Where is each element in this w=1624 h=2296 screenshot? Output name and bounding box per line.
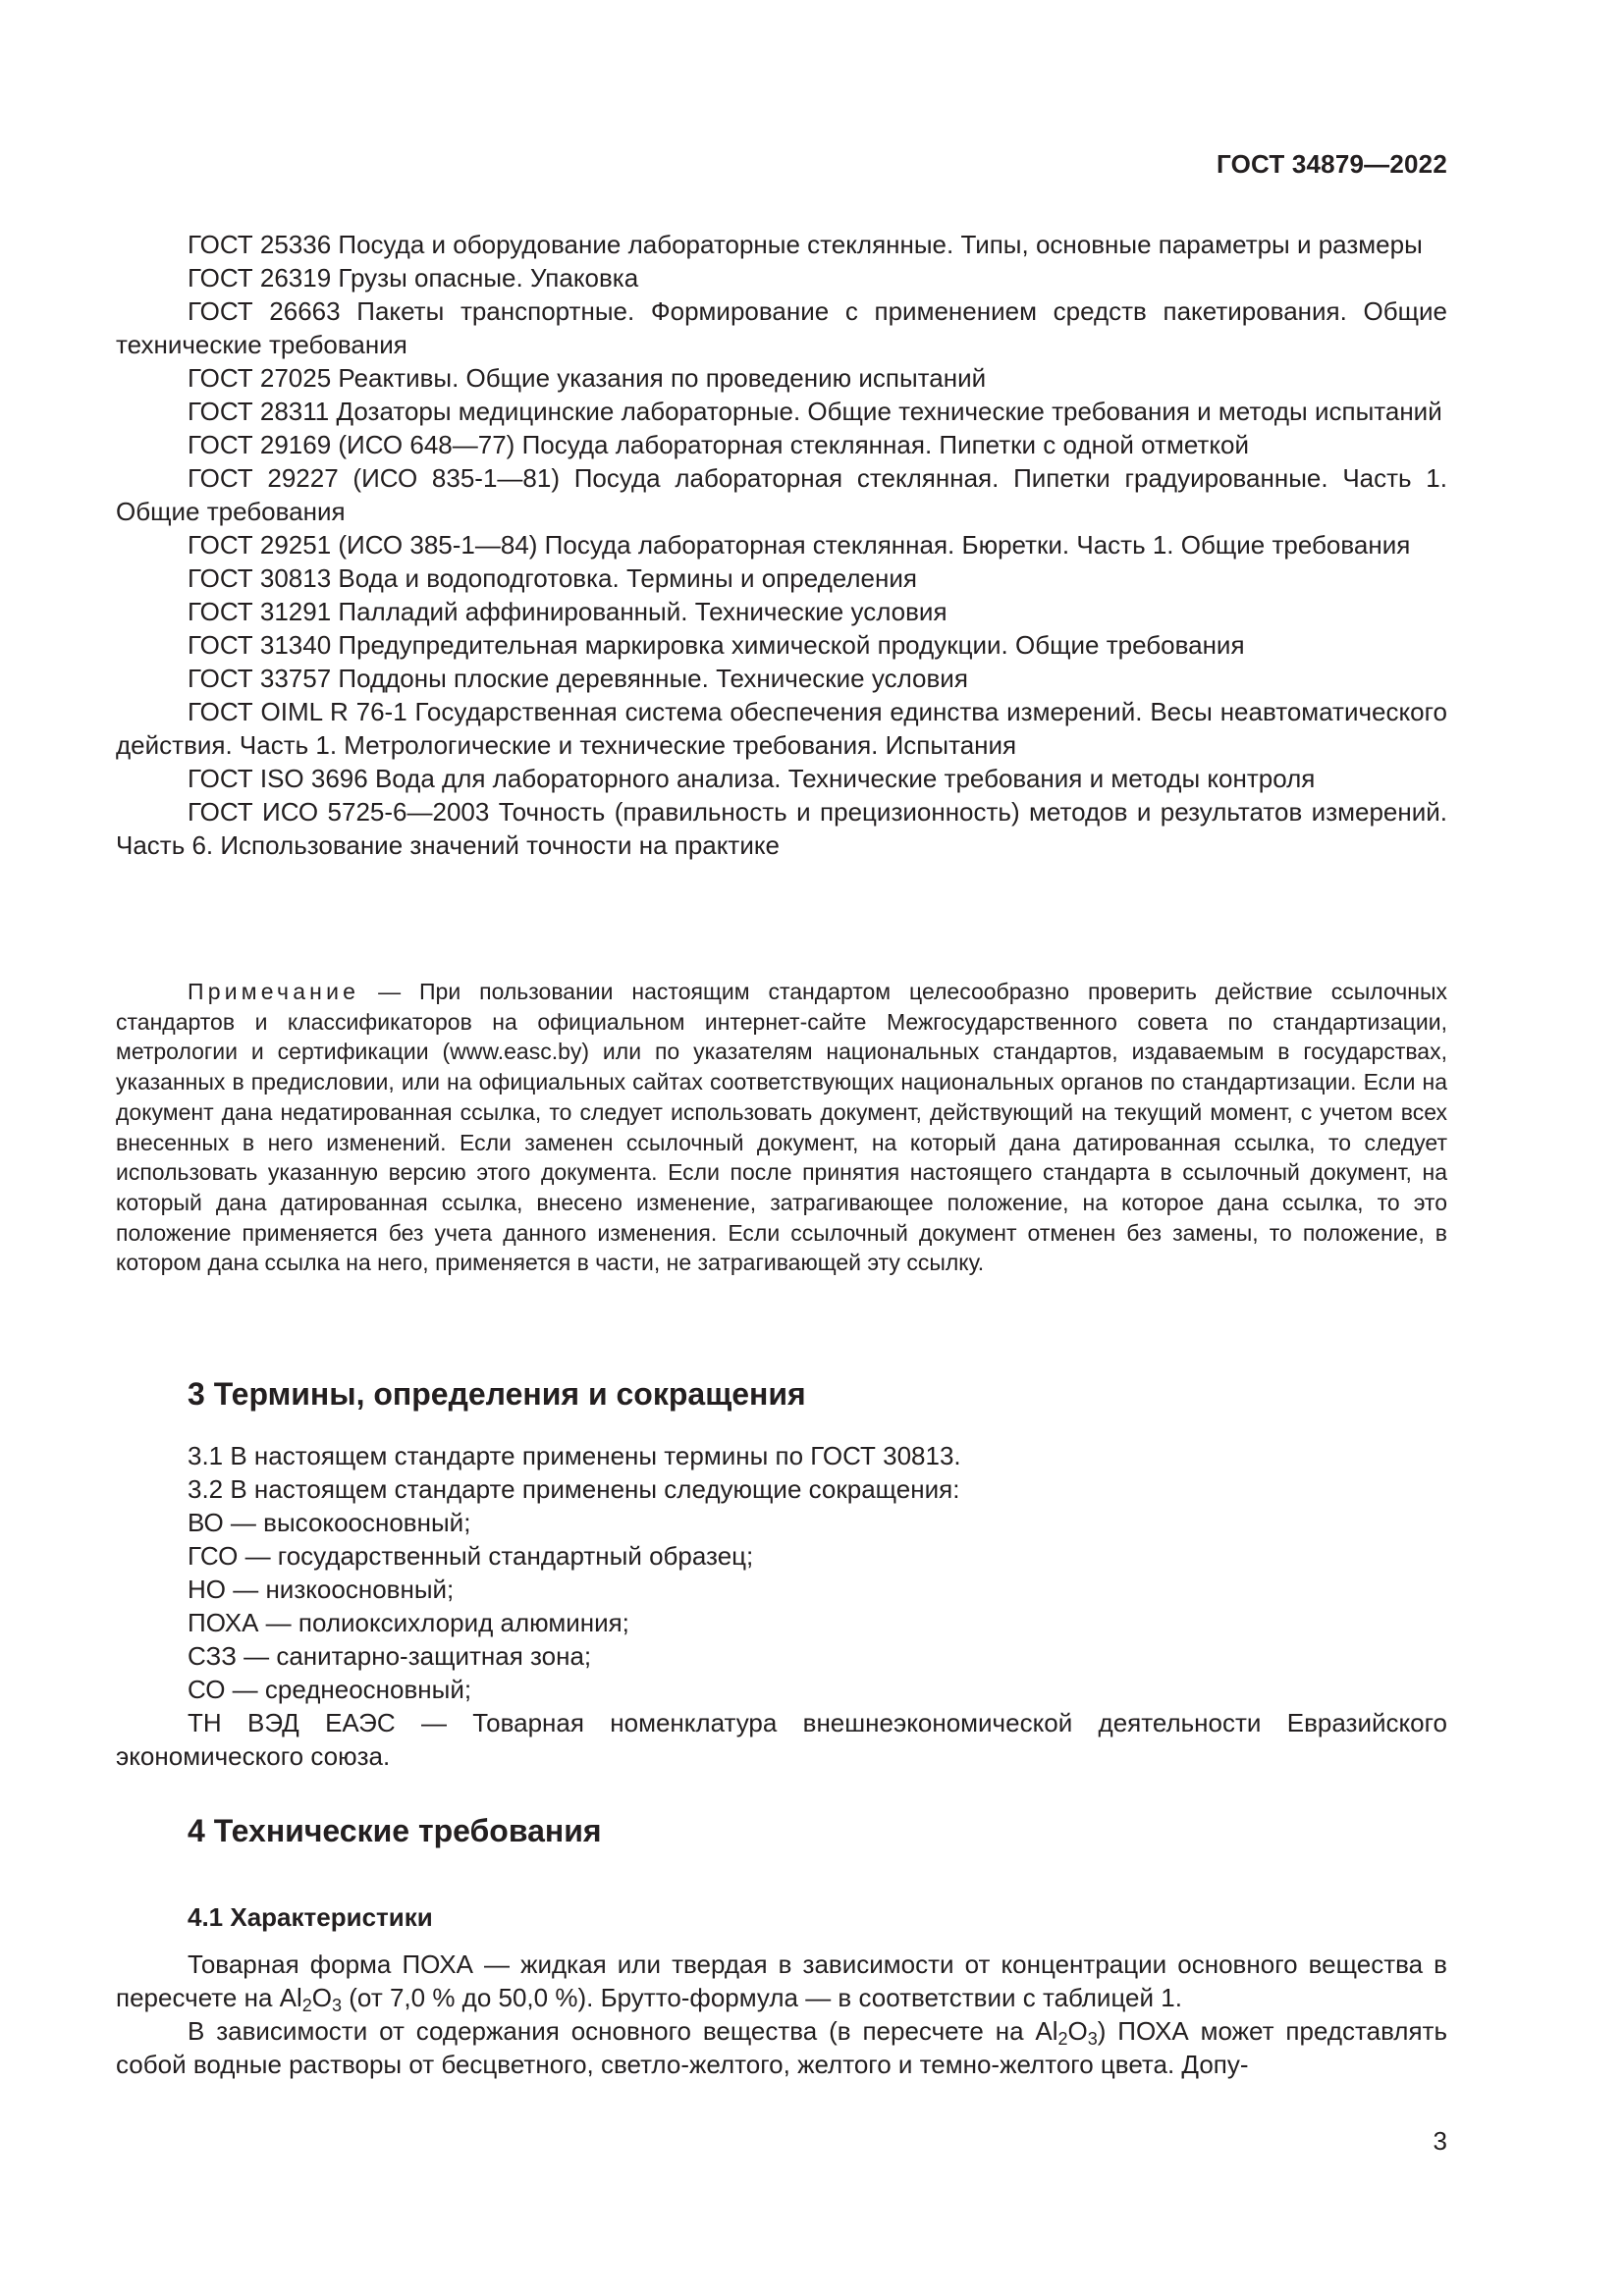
reference-item: ГОСТ OIML R 76-1 Государственная система обеспечения единства измерений. Весы неавтоматического действия. Часть 1. Метрологические и технические требования. Испытания [116,697,1447,760]
paragraph: В зависимости от содержания основного вещества (в пересчете на $Al_2O_3$) ПОХА может представлять собой водные растворы от бесцветного, светло-желтого, желтого и темно-желтого цвета. Допу- [116,2016,1447,2079]
reference-item: ГОСТ 31340 Предупредительная маркировка химической продукции. Общие требования [188,630,1245,660]
reference-item: ГОСТ ИСО 5725-6—2003 Точность (правильность и прецизионность) методов и результатов измерений. Часть 6. Использование значений точности на практике [116,797,1447,860]
paragraph: Товарная форма ПОХА — жидкая или твердая в зависимости от концентрации основного вещества в пересчете на $Al_2O_3$ (от 7,0 % до 50,0 %). Брутто-формула — в соответствии с таблицей 1. [116,1949,1447,2015]
subsection-4-1-heading: 4.1 Характеристики [188,1902,433,1932]
note-paragraph [116,977,1447,1278]
abbreviation-item: СО — среднеосновный; [188,1675,472,1704]
abbreviation-item: ВО — высокоосновный; [188,1508,471,1537]
reference-item: ГОСТ 33757 Поддоны плоские деревянные. Технические условия [188,664,968,693]
note-label: Примечание [188,979,360,1004]
subsection-4-1-body [116,1948,1447,2081]
document-header: ГОСТ 34879—2022 [1217,149,1447,179]
normative-references-list [116,228,1447,862]
reference-item: ГОСТ 26663 Пакеты транспортные. Формирование с применением средств пакетирования. Общие технические требования [116,296,1447,359]
reference-item: ГОСТ 28311 Дозаторы медицинские лабораторные. Общие технические требования и методы испытаний [188,397,1442,426]
section-3-heading: 3 Термины, определения и сокращения [188,1376,806,1412]
section-3-body [116,1439,1447,1773]
section-4-heading: 4 Технические требования [188,1813,602,1848]
abbreviation-item: ПОХА — полиоксихлорид алюминия; [188,1608,629,1637]
reference-item: ГОСТ 31291 Палладий аффинированный. Технические условия [188,597,947,626]
reference-item: ГОСТ 29227 (ИСО 835-1—81) Посуда лабораторная стеклянная. Пипетки градуированные. Часть 1. Общие требования [116,463,1447,526]
note-text: — При пользовании настоящим стандартом целесообразно проверить действие ссылочных стандартов и классификаторов на официальном интернет-сайте Межгосударственного совета по стандартизации, метрологии и сертификации (www.easc.by) или по указателям национальных стандартов, издаваемым в государствах, указанных в предисловии, или на официальных сайтах соответствующих национальных органов по стандартизации. Если на документ дана недатированная ссылка, то следует использовать документ, действующий на текущий момент, с учетом всех внесенных в него изменений. Если заменен ссылочный документ, на который дана датированная ссылка, то следует использовать указанную версию этого документа. Если после принятия настоящего стандарта в ссылочный документ, на который дана датированная ссылка, внесено изменение, затрагивающее положение, на которое дана ссылка, то это положение применяется без учета данного изменения. Если ссылочный документ отменен без замены, то положение, в котором дана ссылка на него, применяется в части, не затрагивающей эту ссылку. [116,979,1447,1276]
reference-item: ГОСТ 29251 (ИСО 385-1—84) Посуда лабораторная стеклянная. Бюретки. Часть 1. Общие требования [188,530,1411,560]
abbreviation-item: ТН ВЭД ЕАЭС — Товарная номенклатура внешнеэкономической деятельности Евразийского экономического союза. [116,1708,1447,1771]
reference-item: ГОСТ 27025 Реактивы. Общие указания по проведению испытаний [188,363,987,393]
reference-item: ГОСТ 29169 (ИСО 648—77) Посуда лабораторная стеклянная. Пипетки с одной отметкой [188,430,1249,459]
abbreviation-item: ГСО — государственный стандартный образец; [188,1541,754,1571]
reference-item: ГОСТ 30813 Вода и водоподготовка. Термины и определения [188,563,917,593]
reference-item: ГОСТ 25336 Посуда и оборудование лабораторные стеклянные. Типы, основные параметры и размеры [188,230,1423,259]
reference-item: ГОСТ 26319 Грузы опасные. Упаковка [188,263,639,293]
abbreviation-item: СЗЗ — санитарно-защитная зона; [188,1641,592,1671]
clause-3-1: 3.1 В настоящем стандарте применены термины по ГОСТ 30813. [188,1441,961,1470]
reference-item: ГОСТ ISO 3696 Вода для лабораторного анализа. Технические требования и методы контроля [188,764,1316,793]
document-page [116,0,1447,2296]
note-block [116,977,1447,1278]
clause-3-2: 3.2 В настоящем стандарте применены следующие сокращения: [188,1474,960,1504]
page-number: 3 [1433,2126,1447,2156]
abbreviation-item: НО — низкоосновный; [188,1575,455,1604]
